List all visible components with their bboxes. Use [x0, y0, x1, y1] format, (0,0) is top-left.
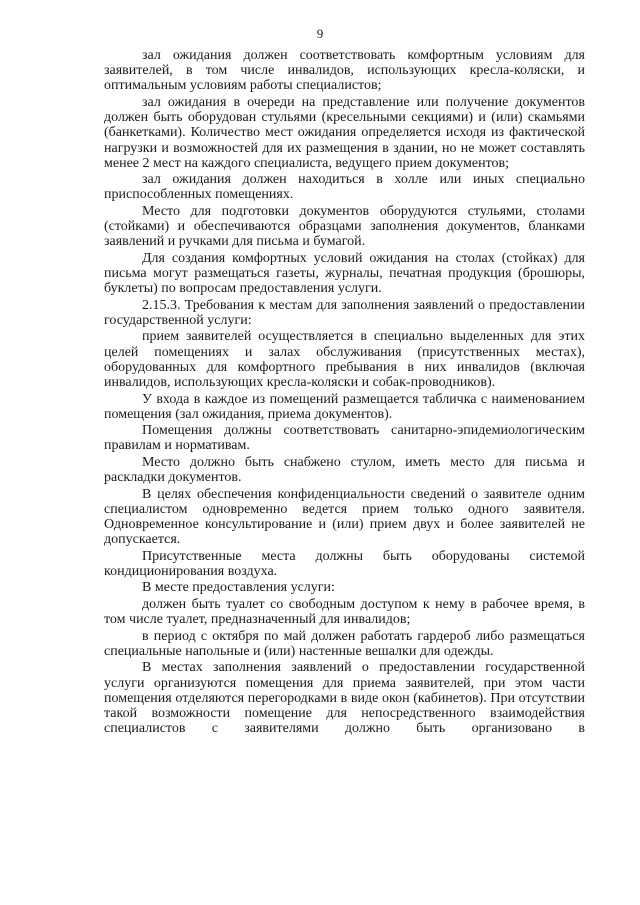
paragraph: зал ожидания должен соответствовать комфортным условиям для заявителей, в том числе инвалидов, использующих кресла-коляски, и оптимальным условиям работы специалистов;	[104, 48, 585, 94]
paragraph: Место для подготовки документов оборудуются стульями, столами (стойками) и обеспечиваются образцами заполнения документов, бланками заявлений и ручками для письма и бумагой.	[104, 203, 585, 250]
paragraph: в период с октября по май должен работать гардероб либо размещаться специальные напольные и (или) настенные вешалки для одежды.	[104, 628, 585, 659]
paragraph: 2.15.3. Требования к местам для заполнения заявлений о предоставлении государственной услуги:	[104, 297, 585, 328]
paragraph: Помещения должны соответствовать санитарно-эпидемиологическим правилам и нормативам.	[104, 423, 585, 454]
document-body	[104, 48, 585, 736]
paragraph: зал ожидания в очереди на представление или получение документов должен быть оборудован стульями (кресельными секциями) и (или) скамьями (банкетками). Количество мест ожидания определяется исходя из фактической нагрузки и возможностей для их размещения в здании, но не может составлять менее 2 мест на каждого специалиста, ведущего прием документов;	[104, 94, 585, 171]
paragraph: В местах заполнения заявлений о предоставлении государственной услуги организуются помещения для приема заявителей, при этом части помещения отделяются перегородками в виде окон (кабинетов). При отсутствии такой возможности помещение для непосредственного взаимодействия специалистов с заявителями должно быть организовано в	[104, 660, 585, 737]
paragraph: В месте предоставления услуги:	[142, 580, 335, 596]
paragraph: У входа в каждое из помещений размещается табличка с наименованием помещения (зал ожидания, приема документов).	[104, 391, 585, 422]
page-number: 9	[316, 26, 324, 41]
paragraph: Место должно быть снабжено стулом, иметь место для письма и раскладки документов.	[104, 454, 585, 486]
paragraph: должен быть туалет со свободным доступом к нему в рабочее время, в том числе туалет, предназначенный для инвалидов;	[104, 596, 585, 628]
paragraph: зал ожидания должен находиться в холле или иных специально приспособленных помещениях.	[104, 172, 585, 203]
paragraph: Присутственные места должны быть оборудованы системой кондиционирования воздуха.	[104, 548, 585, 579]
paragraph: Для создания комфортных условий ожидания на столах (стойках) для письма могут размещаться газеты, журналы, печатная продукция (брошюры, буклеты) по вопросам предоставления услуги.	[104, 250, 585, 297]
paragraph: В целях обеспечения конфиденциальности сведений о заявителе одним специалистом одновременно ведется прием только одного заявителя. Одновременное консультирование и (или) прием двух и более заявителей не допускается.	[104, 486, 585, 548]
paragraph: прием заявителей осуществляется в специально выделенных для этих целей помещениях и залах обслуживания (присутственных местах), оборудованных для комфортного пребывания в них инвалидов (включая инвалидов, использующих кресла-коляски и собак-проводников).	[104, 329, 585, 391]
